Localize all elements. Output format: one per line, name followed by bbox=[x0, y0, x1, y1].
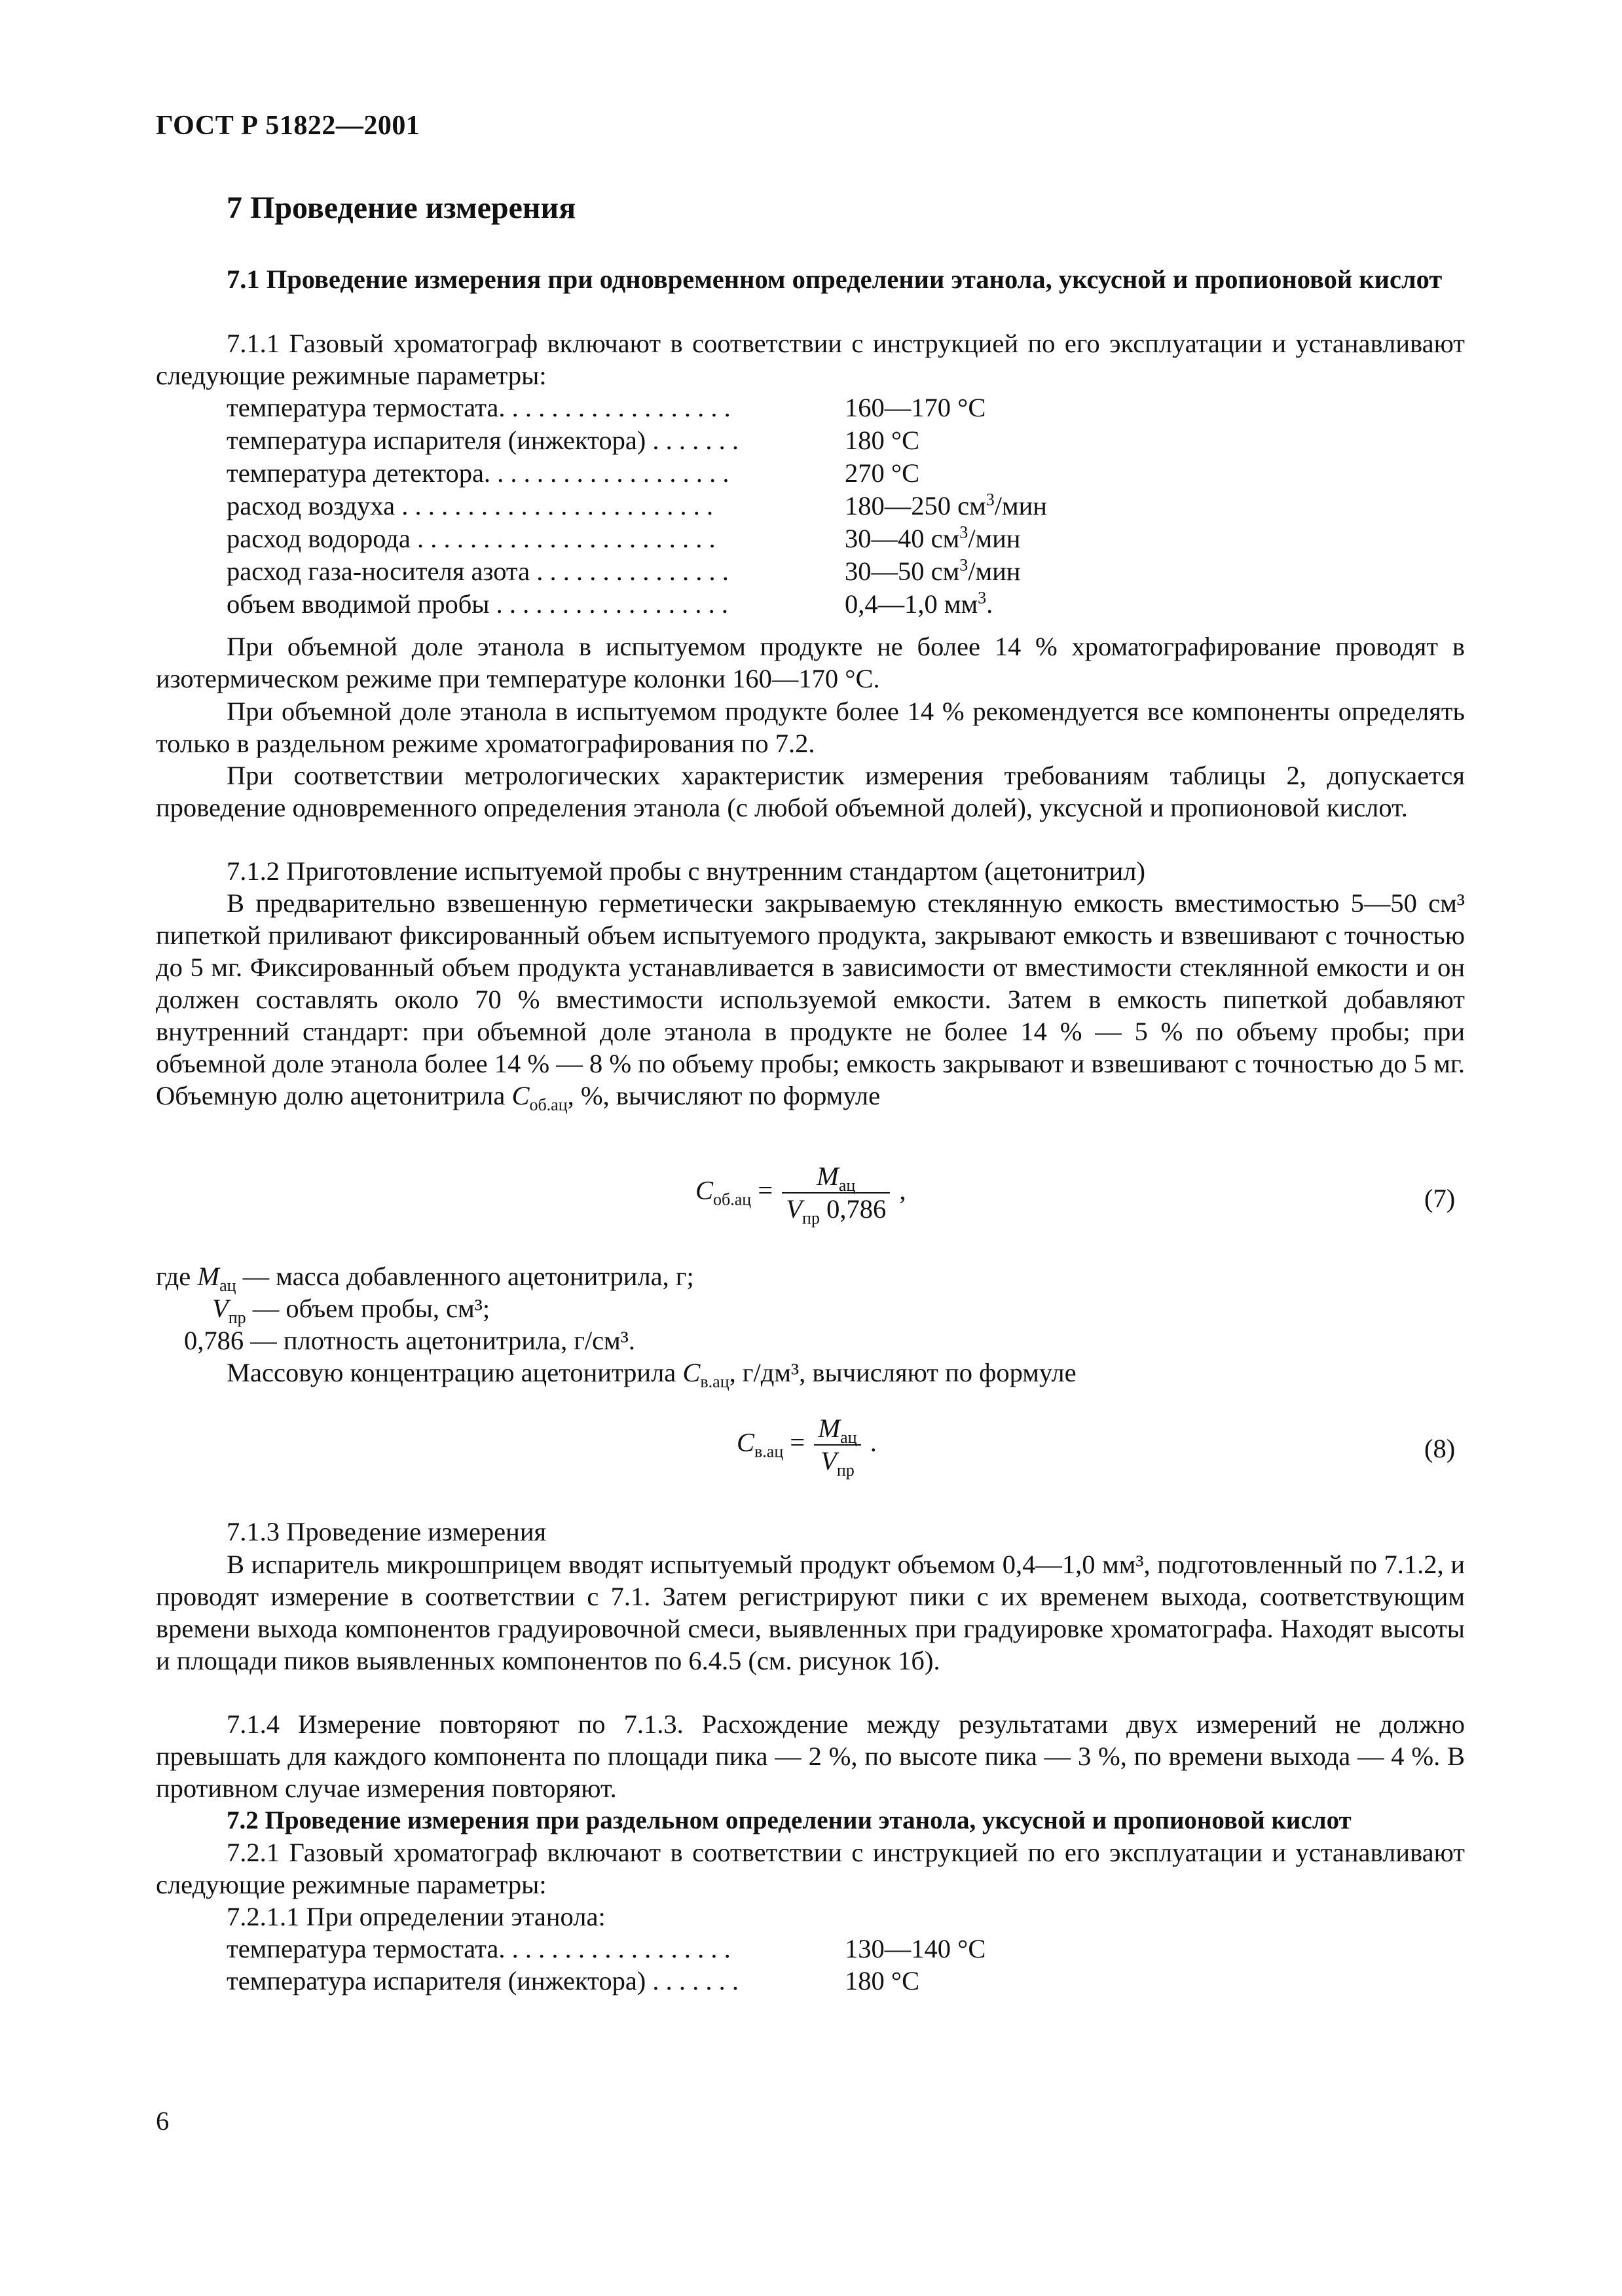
superscript: 3 bbox=[978, 588, 987, 608]
formula-8: $C_{в.ац}$ = $\frac{M_{ац}}{V_{пр}}$ . bbox=[737, 1413, 877, 1480]
document-header: ГОСТ Р 51822—2001 bbox=[156, 111, 420, 141]
paragraph-7-1-3: 7.1.3 Проведение измерения bbox=[227, 1517, 547, 1546]
fraction bbox=[814, 1413, 860, 1480]
superscript: 3 bbox=[959, 555, 968, 575]
param-value: 130—140 °С bbox=[845, 1934, 986, 1963]
paragraph-ethanol-low: При объемной доле этанола в испытуемом продукте не более 14 % хроматографирование проводят в изотермическом режиме при температуре колонки 160—170 °С. bbox=[156, 632, 1465, 693]
symbol-C: C bbox=[682, 1358, 701, 1387]
param-value: 180 °С bbox=[845, 426, 920, 455]
subscript: об.ац bbox=[529, 1095, 568, 1115]
subscript: ац bbox=[840, 1428, 857, 1448]
subsection-7-1-title: 7.1 Проведение измерения при одновременном определении этанола, уксусной и пропионовой кислот bbox=[227, 264, 1443, 294]
superscript: 3 bbox=[986, 490, 995, 509]
symbol-C: C bbox=[695, 1175, 714, 1205]
symbol-V: V bbox=[786, 1194, 803, 1224]
where-text: — объем пробы, см³; bbox=[246, 1294, 490, 1323]
section-title: 7 Проведение измерения bbox=[227, 191, 576, 225]
subscript: об.ац bbox=[713, 1190, 752, 1209]
param-label: температура термостата. . . . . . . . . . . . . . . . . . bbox=[227, 1934, 731, 1963]
subscript: пр bbox=[228, 1308, 246, 1328]
paragraph-7-1-3-body: В испаритель микрошприцем вводят испытуемый продукт объемом 0,4—1,0 мм³, подготовленный по 7.1.2, и проводят измерение в соответствии с 7.1. Затем регистрируют пики с их временем выхода, соответствующим времени выхода компонентов градуировочной смеси, выявленных при градуировке хроматографа. Находят высоты и площади пиков выявленных компонентов по 6.4.5 (см. рисунок 1б). bbox=[156, 1550, 1465, 1675]
denominator bbox=[814, 1446, 860, 1480]
numerator bbox=[782, 1162, 890, 1194]
subscript: пр bbox=[836, 1461, 855, 1480]
subscript: ац bbox=[219, 1276, 236, 1296]
where-text: — масса добавленного ацетонитрила, г; bbox=[236, 1262, 694, 1291]
paragraph-7-1-4: 7.1.4 Измерение повторяют по 7.1.3. Расхождение между результатами двух измерений не должно превышать для каждого компонента по площади пика — 2 %, по высоте пика — 3 %, по времени выхода — 4 %. В противном случае измерения повторяют. bbox=[156, 1709, 1465, 1803]
symbol-V: V bbox=[820, 1446, 837, 1476]
param-unit: /мин bbox=[968, 524, 1021, 553]
param-label: температура детектора. . . . . . . . . . . . . . . . . . . bbox=[227, 458, 729, 488]
formula-tail: . bbox=[863, 1427, 877, 1457]
param-row bbox=[227, 588, 993, 620]
param-value: 160—170 °С bbox=[845, 393, 986, 422]
body-text: В предварительно взвешенную герметически закрываемую стеклянную емкость вместимостью 5—50 см³ пипеткой приливают фиксированный объем испытуемого продукта, закрывают емкость и взвешивают с точностью до 5 мг. Фиксированный объем продукта устанавливается в зависимости от вместимости стеклянной емкости и он должен составлять около 70 % вместимости используемой емкости. Затем в емкость пипеткой добавляют внутренний стандарт: при объемной доле этанола в продукте не более 14 % — 5 % по объему пробы; при объемной доле этанола более 14 % — 8 % по объему пробы; емкость закрывают и взвешивают с точностью до 5 мг. Объемную долю ацетонитрила bbox=[156, 888, 1465, 1110]
param-unit: /мин bbox=[994, 491, 1047, 520]
param-value: 30—40 см bbox=[845, 524, 960, 553]
subscript: ац bbox=[838, 1176, 856, 1195]
paragraph-metrology: При соответствии метрологических характеристик измерения требованиям таблицы 2, допускается проведение одновременного определения этанола (с любой объемной долей), уксусной и пропионовой кислот. bbox=[156, 761, 1465, 822]
param-value: 0,4—1,0 мм bbox=[845, 589, 978, 619]
param-label: температура испарителя (инжектора) . . . . . . . bbox=[227, 426, 739, 455]
page-number: 6 bbox=[156, 2106, 170, 2136]
param-unit: . bbox=[986, 589, 993, 619]
symbol-M: M bbox=[818, 1413, 841, 1443]
paragraph-7-2-1-1: 7.2.1.1 При определении этанола: bbox=[227, 1902, 606, 1931]
param-row bbox=[227, 424, 919, 456]
equation-number-7: (7) bbox=[1424, 1184, 1456, 1213]
symbol-C: C bbox=[511, 1081, 530, 1110]
paragraph-ethanol-high: При объемной доле этанола в испытуемом продукте более 14 % рекомендуется все компоненты определять только в раздельном режиме хроматографирования по 7.2. bbox=[156, 697, 1465, 758]
param-row bbox=[227, 1965, 919, 1997]
param-value: 30—50 см bbox=[845, 556, 960, 586]
formula-7: $C_{об.ац}$ = $\frac{M_{ац}}{V_{пр} 0,786}$ , bbox=[695, 1161, 906, 1228]
where-line-M bbox=[156, 1260, 694, 1296]
where-line-density: 0,786 — плотность ацетонитрила, г/см³. bbox=[184, 1326, 636, 1355]
numerator bbox=[814, 1414, 860, 1446]
param-row bbox=[227, 457, 919, 489]
param-row bbox=[227, 392, 986, 424]
param-row bbox=[227, 490, 1047, 522]
paragraph-7-2-1: 7.2.1 Газовый хроматограф включают в соответствии с инструкцией по его эксплуатации и устанавливают следующие режимные параметры: bbox=[156, 1838, 1465, 1899]
formula-tail: , bbox=[893, 1175, 906, 1205]
symbol-M: M bbox=[197, 1262, 220, 1291]
body-text: Массовую концентрацию ацетонитрила bbox=[227, 1358, 676, 1387]
param-label: расход газа-носителя азота . . . . . . . . . . . . . . . bbox=[227, 556, 729, 586]
paragraph-7-1-2: 7.1.2 Приготовление испытуемой пробы с внутренним стандартом (ацетонитрил) bbox=[227, 856, 1145, 886]
param-unit: /мин bbox=[968, 556, 1021, 586]
param-label: расход воздуха . . . . . . . . . . . . . . . . . . . . . . . . bbox=[227, 491, 714, 520]
where-line-V bbox=[212, 1292, 490, 1328]
body-text-tail: , г/дм³, вычисляют по формуле bbox=[729, 1358, 1077, 1387]
paragraph-7-1-1: 7.1.1 Газовый хроматограф включают в соответствии с инструкцией по его эксплуатации и устанавливают следующие режимные параметры: bbox=[156, 329, 1465, 390]
param-row bbox=[227, 522, 1020, 555]
param-value: 270 °С bbox=[845, 458, 920, 488]
param-value: 180 °С bbox=[845, 1966, 920, 1995]
symbol-M: M bbox=[817, 1161, 839, 1191]
equation-number-8: (8) bbox=[1424, 1434, 1456, 1463]
subscript: пр bbox=[802, 1209, 820, 1228]
param-value: 180—250 см bbox=[845, 491, 986, 520]
param-label: температура термостата. . . . . . . . . . . . . . . . . . bbox=[227, 393, 731, 422]
paragraph-7-1-2-body bbox=[156, 887, 1465, 1115]
symbol-V: V bbox=[212, 1294, 229, 1323]
param-label: температура испарителя (инжектора) . . . . . . . bbox=[227, 1966, 739, 1995]
symbol-C: C bbox=[737, 1427, 755, 1457]
body-text-tail: , %, вычисляют по формуле bbox=[567, 1081, 881, 1110]
param-row bbox=[227, 1933, 986, 1965]
param-label: объем вводимой пробы . . . . . . . . . . . . . . . . . . bbox=[227, 589, 729, 619]
where-prefix: где bbox=[156, 1262, 191, 1291]
superscript: 3 bbox=[959, 522, 968, 542]
subscript: в.ац bbox=[754, 1442, 784, 1461]
param-label: расход водорода . . . . . . . . . . . . . . . . . . . . . . . bbox=[227, 524, 716, 553]
param-row bbox=[227, 555, 1020, 587]
subscript: в.ац bbox=[700, 1372, 729, 1392]
subsection-7-2-title: 7.2 Проведение измерения при раздельном определении этанола, уксусной и пропионовой кислот bbox=[227, 1806, 1352, 1834]
paragraph-mass-concentration bbox=[227, 1357, 1077, 1392]
denominator bbox=[782, 1194, 890, 1228]
denominator-tail: 0,786 bbox=[819, 1194, 887, 1224]
